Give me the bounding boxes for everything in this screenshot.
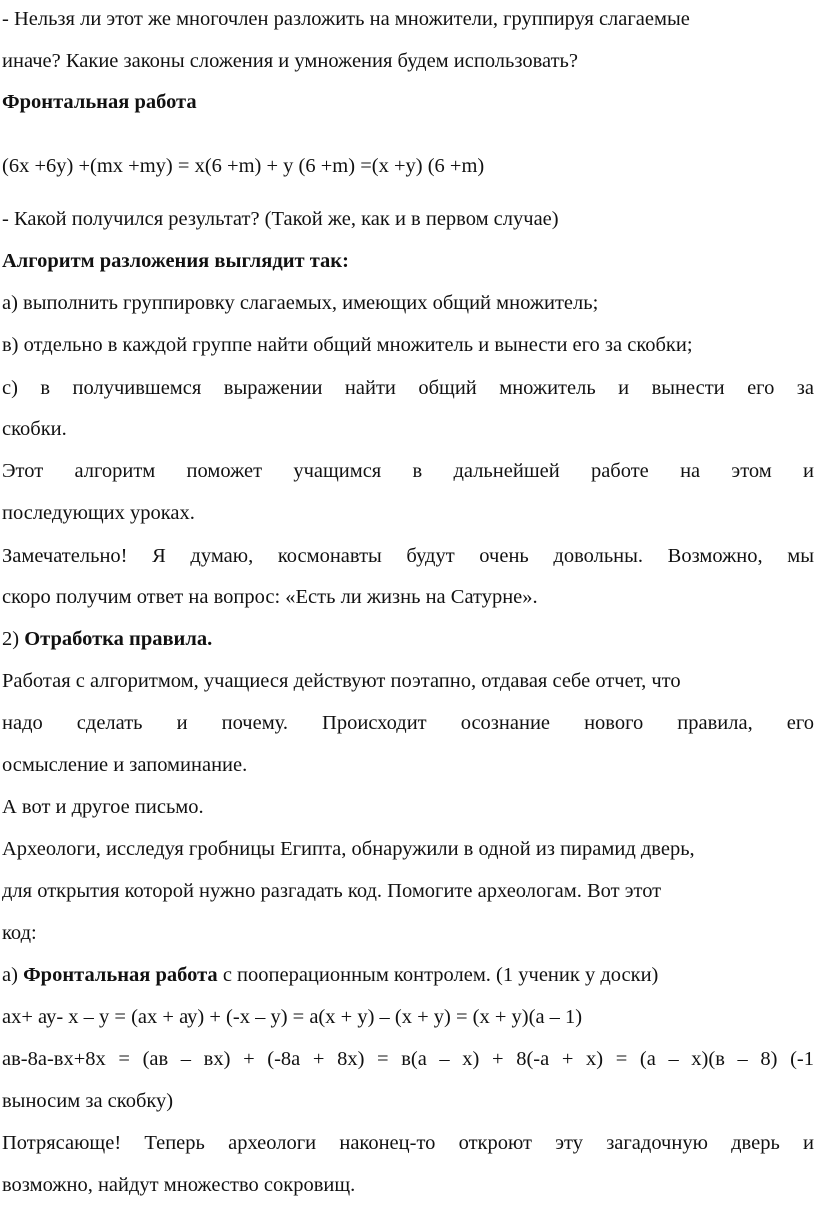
formula-line: ах+ ау- х – у = (ах + ау) + (-х – у) = а(х + у) – (х + у) = (х + у)(а – 1) <box>2 1006 583 1028</box>
algorithm-step: с) в получившемся выражении найти общий множитель и вынести его за <box>2 377 814 399</box>
text-line: последующих уроках. <box>2 502 195 524</box>
text-line: осмысление и запоминание. <box>2 754 248 776</box>
text-line: выносим за скобку) <box>2 1090 174 1112</box>
frontal-work-line <box>2 960 816 990</box>
section-heading: Фронтальная работа <box>2 91 197 113</box>
frontal-rest: с пооперационным контролем. (1 ученик у доски) <box>222 964 659 986</box>
section-2-number: 2) <box>2 628 20 650</box>
text-line: Археологи, исследуя гробницы Египта, обнаружили в одной из пирамид дверь, <box>2 838 695 860</box>
frontal-bold: Фронтальная работа <box>23 964 218 986</box>
text-line: скобки. <box>2 418 67 440</box>
text-line: Этот алгоритм поможет учащимся в дальнейшей работе на этом и <box>2 460 814 482</box>
algorithm-heading: Алгоритм разложения выглядит так: <box>2 250 349 272</box>
algorithm-step: в) отдельно в каждой группе найти общий множитель и вынести его за скобки; <box>2 334 693 356</box>
text-line: возможно, найдут множество сокровищ. <box>2 1174 356 1196</box>
text-line: А вот и другое письмо. <box>2 796 204 818</box>
text-line: - Какой получился результат? (Такой же, как и в первом случае) <box>2 208 559 230</box>
algorithm-step: а) выполнить группировку слагаемых, имеющих общий множитель; <box>2 292 599 314</box>
text-line: код: <box>2 922 37 944</box>
text-line: для открытия которой нужно разгадать код. Помогите археологам. Вот этот <box>2 880 662 902</box>
text-line: Работая с алгоритмом, учащиеся действуют поэтапно, отдавая себе отчет, что <box>2 670 681 692</box>
frontal-prefix: а) <box>2 964 18 986</box>
section-2-heading <box>2 624 816 654</box>
formula-line: (6х +6у) +(mх +mу) = х(6 +m) + у (6 +m) =(х +у) (6 +m) <box>2 155 485 177</box>
text-line: - Нельзя ли этот же многочлен разложить на множители, группируя слагаемые <box>2 8 690 30</box>
section-2-title: Отработка правила. <box>24 628 213 650</box>
text-line: иначе? Какие законы сложения и умножения будем использовать? <box>2 50 578 72</box>
formula-line: ав-8а-вх+8х = (ав – вх) + (-8а + 8х) = в(а – х) + 8(-а + х) = (а – х)(в – 8) (-1 <box>2 1048 814 1070</box>
text-line: Замечательно! Я думаю, космонавты будут очень довольны. Возможно, мы <box>2 545 814 567</box>
text-line: надо сделать и почему. Происходит осознание нового правила, его <box>2 712 814 734</box>
text-line: скоро получим ответ на вопрос: «Есть ли жизнь на Сатурне». <box>2 586 538 608</box>
text-line: Потрясающе! Теперь археологи наконец-то откроют эту загадочную дверь и <box>2 1132 814 1154</box>
